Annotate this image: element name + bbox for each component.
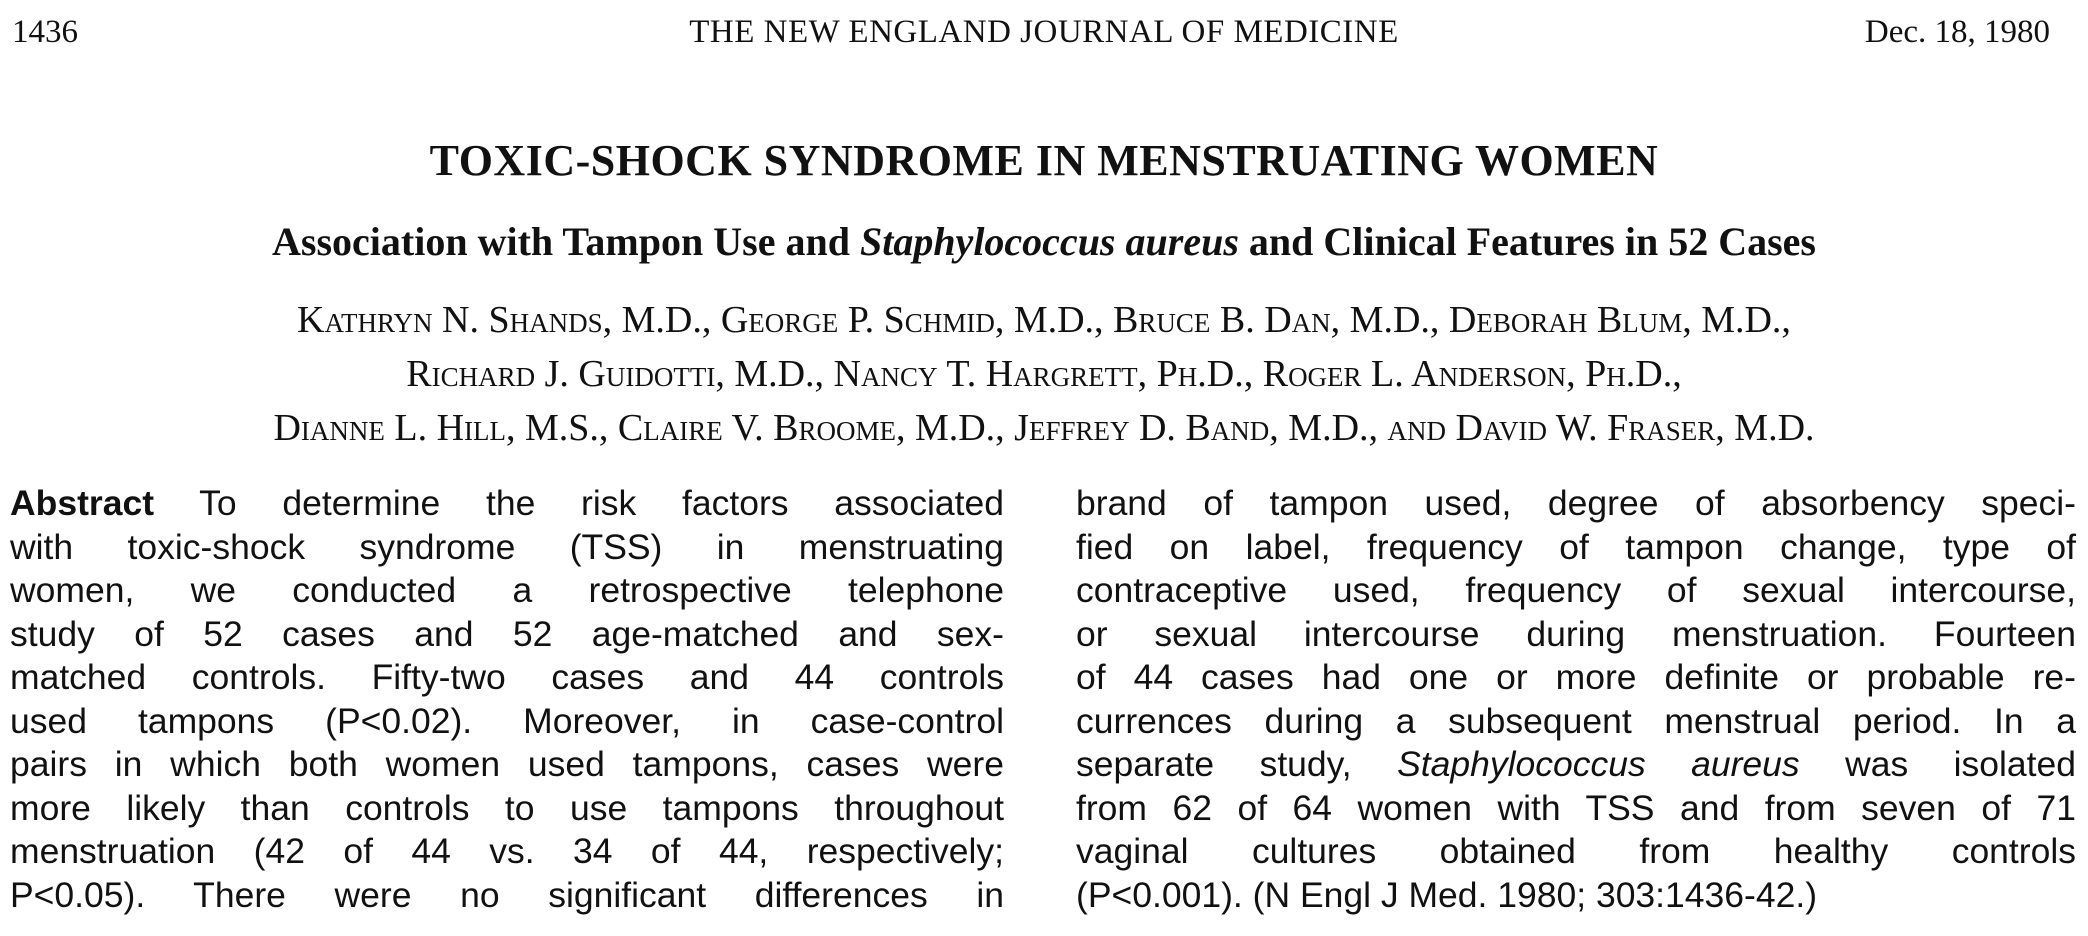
abstract-line: matched controls. Fifty-two cases and 44 controls xyxy=(10,657,1004,697)
subtitle-text-end: and Clinical Features in 52 Cases xyxy=(1238,219,1816,264)
abstract-right-column xyxy=(1076,482,2076,917)
abstract-line: or sexual intercourse during menstruation. Fourteen xyxy=(1076,613,2076,654)
abstract-line: fied on label, frequency of tampon change, type of xyxy=(1076,526,2076,567)
abstract-line: of 44 cases had one or more definite or probable re- xyxy=(1076,657,2076,697)
author-list xyxy=(0,293,2088,455)
abstract-first-text: To determine the risk factors associated xyxy=(154,483,1004,523)
article-title: TOXIC-SHOCK SYNDROME IN MENSTRUATING WOMEN xyxy=(429,136,1659,185)
author-line: Richard J. Guidotti, M.D., Nancy T. Hargrett, Ph.D., Roger L. Anderson, Ph.D., xyxy=(406,353,1682,395)
abstract-line: brand of tampon used, degree of absorbency speci- xyxy=(1076,483,2076,523)
abstract-line: study of 52 cases and 52 age-matched and sex- xyxy=(10,613,1004,654)
subtitle-text-start: Association with Tampon Use and xyxy=(272,219,860,264)
abstract-line: women, we conducted a retrospective telephone xyxy=(10,570,1004,610)
abstract-left-column xyxy=(10,482,1004,917)
subtitle-organism: Staphylococcus aureus xyxy=(859,219,1239,264)
abstract-label: Abstract xyxy=(10,483,155,523)
abstract-line xyxy=(10,482,1004,526)
page-number: 1436 xyxy=(12,14,78,50)
journal-name: THE NEW ENGLAND JOURNAL OF MEDICINE xyxy=(689,14,1399,50)
abstract-line: with toxic-shock syndrome (TSS) in menstruating xyxy=(10,526,1004,567)
line-text-start: separate study, xyxy=(1076,744,1398,784)
abstract-line: P<0.05). There were no significant differences in xyxy=(10,874,1004,915)
article-subtitle xyxy=(0,218,2088,265)
abstract-line: more likely than controls to use tampons throughout xyxy=(10,787,1004,828)
abstract-line: currences during a subsequent menstrual period. In a xyxy=(1076,700,2076,741)
abstract-line: from 62 of 64 women with TSS and from seven of 71 xyxy=(1076,787,2076,828)
abstract-line: menstruation (42 of 44 vs. 34 of 44, respectively; xyxy=(10,831,1004,871)
abstract-line xyxy=(1076,743,2076,787)
abstract-line: pairs in which both women used tampons, cases were xyxy=(10,744,1004,784)
abstract-line: vaginal cultures obtained from healthy controls xyxy=(1076,831,2076,871)
abstract-line: (P<0.001). (N Engl J Med. 1980; 303:1436-42.) xyxy=(1076,874,1818,915)
abstract-line: used tampons (P<0.02). Moreover, in case-control xyxy=(10,700,1004,741)
issue-date: Dec. 18, 1980 xyxy=(1864,14,2050,50)
author-line: Dianne L. Hill, M.S., Claire V. Broome, M.D., Jeffrey D. Band, M.D., and David W. Fraser, M.D. xyxy=(273,407,1815,449)
organism-name: Staphylococcus aureus xyxy=(1397,744,1800,784)
abstract-line: contraceptive used, frequency of sexual intercourse, xyxy=(1076,570,2076,610)
running-header xyxy=(0,14,2088,58)
author-line: Kathryn N. Shands, M.D., George P. Schmid, M.D., Bruce B. Dan, M.D., Deborah Blum, M.D., xyxy=(297,299,1791,341)
line-text-end: was isolated xyxy=(1799,744,2076,784)
